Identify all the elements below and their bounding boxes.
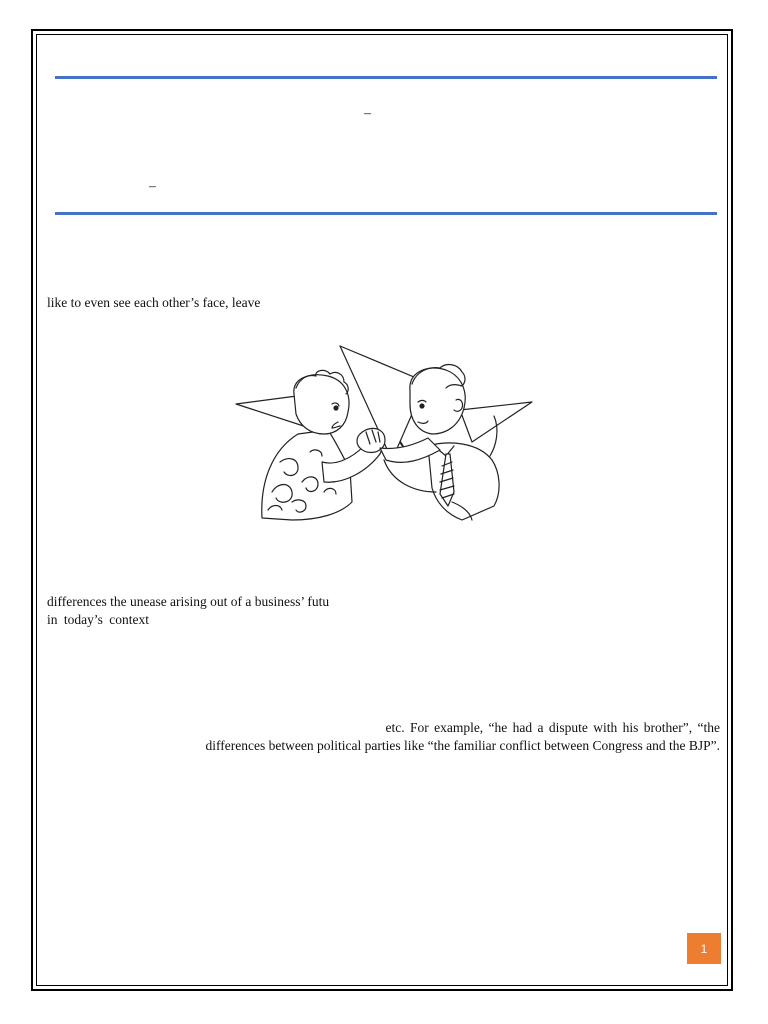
header-rule-bottom	[55, 212, 717, 215]
page-number-badge: 1	[687, 933, 721, 964]
body-line-differences: differences the unease arising out of a business’ futu	[47, 594, 330, 609]
header-rule-top	[55, 76, 717, 79]
body-line-context: in today’s context	[47, 612, 149, 627]
body-line-example: etc. For example, “he had a dispute with his brother”, “the	[385, 720, 720, 735]
body-line-leave: like to even see each other’s face, leave	[47, 295, 261, 310]
header-dash-2: –	[149, 179, 156, 194]
header-dash-1: –	[364, 106, 371, 121]
arm-wrestling-illustration	[232, 342, 536, 538]
body-line-parties: differences between political parties like “the familiar conflict between Congress and the BJP”.	[205, 738, 720, 753]
